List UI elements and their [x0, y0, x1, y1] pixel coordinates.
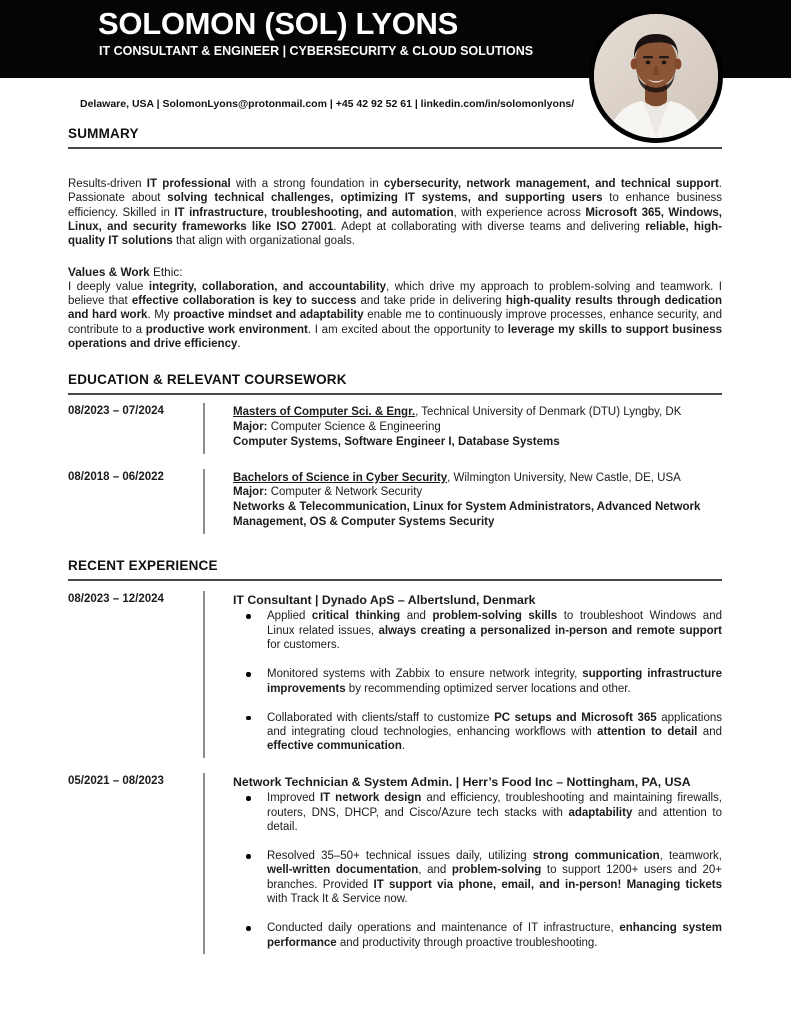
job-bullet-list [233, 609, 722, 753]
experience-entry [68, 773, 722, 954]
job-bullet: Applied critical thinking and problem-solving skills to troubleshoot Windows and Linux related issues, always creating a personalized in-person and remote support for customers. [233, 609, 722, 652]
contact-line: Delaware, USA | SolomonLyons@protonmail.com | +45 42 92 52 61 | linkedin.com/in/solomonlyons/ [80, 98, 575, 110]
education-entries [68, 403, 722, 534]
education-date-range: 08/2023 – 07/2024 [68, 405, 164, 418]
job-title: Network Technician & System Admin. | Herr’s Food Inc – Nottingham, PA, USA [233, 774, 691, 789]
degree-coursework: Computer Systems, Software Engineer I, Database Systems [233, 435, 560, 448]
education-entry-body [203, 469, 722, 534]
summary-section-title: SUMMARY [68, 126, 722, 149]
candidate-name: SOLOMON (SOL) LYONS [98, 6, 459, 41]
education-date-range: 08/2018 – 06/2022 [68, 470, 164, 483]
education-entry [68, 469, 722, 534]
degree-title: Bachelors of Science in Cyber Security, Wilmington University, New Castle, DE, USA [233, 471, 681, 484]
summary-paragraph: Results-driven IT professional with a strong foundation in cybersecurity, network management, and technical support. Passionate about solving technical challenges, optimizing IT systems, and supporting users to enhance business efficiency. Skilled in IT infrastructure, troubleshooting, and automation, with experience across Microsoft 365, Windows, Linux, and security frameworks like ISO 27001. Adept at collaborating with diverse teams and delivering reliable, high-quality IT solutions that align with organizational goals. [68, 178, 722, 248]
job-bullet: Monitored systems with Zabbix to ensure network integrity, supporting infrastructure improvements by recommending optimized server locations and other. [233, 667, 722, 696]
values-paragraph: I deeply value integrity, collaboration, and accountability, which drive my approach to problem-solving and teamwork. I believe that effective collaboration is key to success and take pride in delivering high-quality results through dedication and hard work. My proactive mindset and adaptability enable me to continuously improve processes, enhance security, and contribute to a productive work environment. I am excited about the opportunity to leverage my skills to support business operations and drive efficiency. [68, 280, 723, 350]
profile-photo-illustration [594, 14, 718, 138]
experience-entries [68, 591, 722, 954]
education-section-title: EDUCATION & RELEVANT COURSEWORK [68, 372, 722, 395]
job-bullet: Conducted daily operations and maintenance of IT infrastructure, enhancing system performance and productivity through proactive troubleshooting. [233, 921, 722, 950]
education-entry [68, 403, 722, 453]
experience-section-title: RECENT EXPERIENCE [68, 558, 722, 581]
degree-major: Major: Computer & Network Security [233, 486, 423, 499]
job-bullet: Resolved 35–50+ technical issues daily, utilizing strong communication, teamwork, well-written documentation, and problem-solving to support 1200+ users and 20+ branches. Provided IT support via phone, email, and in-person! Managing tickets with Track It & Service now. [233, 849, 722, 906]
profile-photo [589, 9, 723, 143]
job-title: IT Consultant | Dynado ApS – Albertslund, Denmark [233, 592, 536, 607]
experience-date-range: 08/2023 – 12/2024 [68, 592, 164, 605]
job-bullet-list [233, 791, 722, 950]
degree-title: Masters of Computer Sci. & Engr., Technical University of Denmark (DTU) Lyngby, DK [233, 406, 682, 419]
experience-date-range: 05/2021 – 08/2023 [68, 774, 164, 787]
experience-entry-body [203, 591, 722, 758]
education-entry-body [203, 403, 722, 453]
job-bullet: Improved IT network design and efficiency, troubleshooting and maintaining firewalls, routers, DNS, DHCP, and Cisco/Azure tech stacks with adaptability and attention to detail. [233, 791, 722, 834]
candidate-tagline: IT CONSULTANT & ENGINEER | CYBERSECURITY & CLOUD SOLUTIONS [99, 44, 534, 58]
experience-entry [68, 591, 722, 758]
degree-major: Major: Computer Science & Engineering [233, 421, 441, 434]
experience-entry-body [203, 773, 722, 954]
job-bullet: Collaborated with clients/staff to customize PC setups and Microsoft 365 applications and integrating cloud technologies, enhancing workflows with attention to detail and effective communication. [233, 711, 722, 754]
degree-coursework: Networks & Telecommunication, Linux for System Administrators, Advanced Network Management, OS & Computer Systems Security [233, 501, 701, 529]
values-heading: Values & Work Ethic: [68, 265, 183, 280]
resume-content [68, 126, 722, 954]
